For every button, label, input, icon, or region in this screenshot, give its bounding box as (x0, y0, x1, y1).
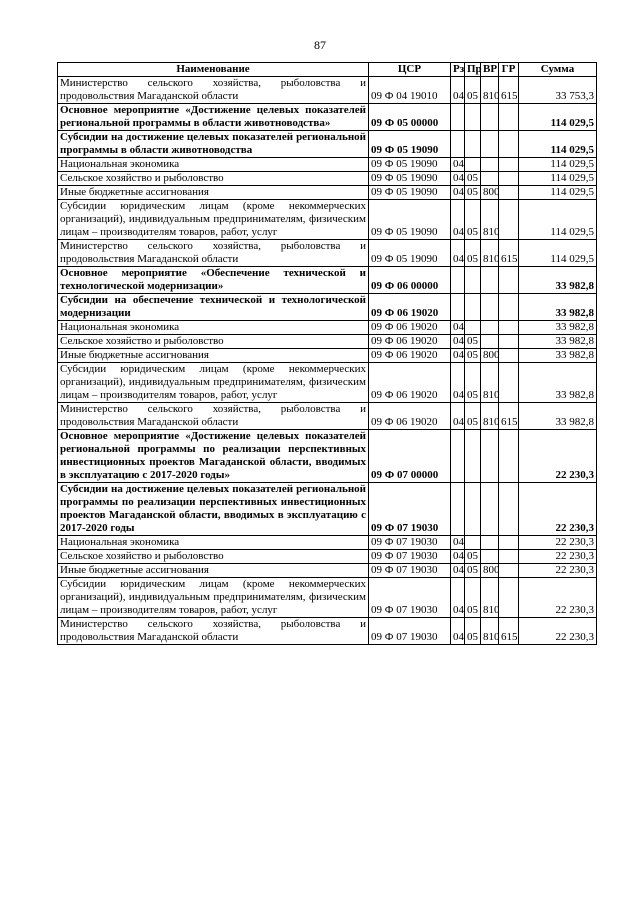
cell-gr (499, 131, 519, 158)
cell-sum: 114 029,5 (519, 186, 597, 200)
table-row (58, 483, 597, 536)
cell-gr (499, 335, 519, 349)
cell-vr: 810 (481, 618, 499, 645)
cell-vr: 810 (481, 578, 499, 618)
cell-rz: 04 (451, 550, 465, 564)
budget-table (57, 62, 597, 645)
cell-vr (481, 294, 499, 321)
cell-sum: 33 982,8 (519, 349, 597, 363)
cell-gr (499, 349, 519, 363)
header-gr: ГР (499, 63, 519, 77)
cell-csr: 09 Ф 07 19030 (369, 483, 451, 536)
cell-sum: 33 982,8 (519, 294, 597, 321)
cell-rz: 04 (451, 77, 465, 104)
cell-rz (451, 483, 465, 536)
cell-rz (451, 294, 465, 321)
cell-name: Иные бюджетные ассигнования (58, 186, 369, 200)
cell-pr: 05 (465, 349, 481, 363)
cell-rz: 04 (451, 564, 465, 578)
cell-gr: 615 (499, 618, 519, 645)
cell-name: Сельское хозяйство и рыболовство (58, 335, 369, 349)
cell-vr (481, 550, 499, 564)
cell-csr: 09 Ф 07 19030 (369, 618, 451, 645)
cell-sum: 114 029,5 (519, 240, 597, 267)
table-row (58, 172, 597, 186)
cell-vr: 810 (481, 403, 499, 430)
cell-rz: 04 (451, 186, 465, 200)
cell-gr (499, 267, 519, 294)
table-row (58, 77, 597, 104)
cell-pr (465, 536, 481, 550)
table-row (58, 186, 597, 200)
cell-csr: 09 Ф 06 00000 (369, 267, 451, 294)
table-row (58, 335, 597, 349)
cell-vr (481, 483, 499, 536)
cell-rz: 04 (451, 335, 465, 349)
cell-gr: 615 (499, 240, 519, 267)
table-row (58, 550, 597, 564)
cell-rz: 04 (451, 403, 465, 430)
cell-vr: 800 (481, 186, 499, 200)
cell-name: Субсидии юридическим лицам (кроме некоммерческих организаций), индивидуальным предпринимателям, физическим лицам – производителям товаров, работ, услуг (58, 578, 369, 618)
cell-sum: 22 230,3 (519, 430, 597, 483)
cell-vr (481, 536, 499, 550)
cell-rz (451, 267, 465, 294)
cell-rz: 04 (451, 200, 465, 240)
cell-name: Министерство сельского хозяйства, рыболовства и продовольствия Магаданской области (58, 240, 369, 267)
cell-gr (499, 430, 519, 483)
cell-sum: 114 029,5 (519, 104, 597, 131)
cell-pr: 05 (465, 200, 481, 240)
cell-rz: 04 (451, 578, 465, 618)
cell-name: Национальная экономика (58, 536, 369, 550)
cell-csr: 09 Ф 05 19090 (369, 172, 451, 186)
table-row (58, 240, 597, 267)
cell-gr (499, 200, 519, 240)
table-row (58, 578, 597, 618)
cell-rz: 04 (451, 363, 465, 403)
cell-gr (499, 172, 519, 186)
cell-sum: 22 230,3 (519, 483, 597, 536)
cell-sum: 22 230,3 (519, 564, 597, 578)
cell-name: Министерство сельского хозяйства, рыболовства и продовольствия Магаданской области (58, 77, 369, 104)
cell-gr (499, 186, 519, 200)
table-row (58, 349, 597, 363)
cell-sum: 33 982,8 (519, 321, 597, 335)
cell-gr (499, 578, 519, 618)
cell-vr: 810 (481, 363, 499, 403)
cell-vr (481, 131, 499, 158)
cell-pr: 05 (465, 618, 481, 645)
cell-name: Основное мероприятие «Достижение целевых показателей региональной программы в области животноводства» (58, 104, 369, 131)
cell-csr: 09 Ф 07 19030 (369, 536, 451, 550)
cell-gr (499, 536, 519, 550)
cell-name: Основное мероприятие «Достижение целевых показателей региональной программы по реализации перспективных инвестиционных проектов Магаданской области, вводимых в эксплуатацию с 2017-2020 годы» (58, 430, 369, 483)
cell-rz: 04 (451, 158, 465, 172)
cell-pr (465, 267, 481, 294)
cell-name: Субсидии на достижение целевых показателей региональной программы по реализации перспективных инвестиционных проектов Магаданской области, вводимых в эксплуатацию с 2017-2020 годы (58, 483, 369, 536)
cell-gr (499, 483, 519, 536)
cell-csr: 09 Ф 06 19020 (369, 403, 451, 430)
cell-csr: 09 Ф 06 19020 (369, 363, 451, 403)
table-row (58, 200, 597, 240)
cell-name: Иные бюджетные ассигнования (58, 349, 369, 363)
cell-name: Субсидии на достижение целевых показателей региональной программы в области животноводства (58, 131, 369, 158)
cell-sum: 33 982,8 (519, 403, 597, 430)
cell-gr (499, 363, 519, 403)
cell-vr: 800 (481, 564, 499, 578)
table-row (58, 267, 597, 294)
cell-rz: 04 (451, 172, 465, 186)
cell-rz (451, 131, 465, 158)
cell-gr (499, 550, 519, 564)
header-csr: ЦСР (369, 63, 451, 77)
cell-csr: 09 Ф 06 19020 (369, 321, 451, 335)
cell-pr: 05 (465, 403, 481, 430)
cell-name: Субсидии юридическим лицам (кроме некоммерческих организаций), индивидуальным предпринимателям, физическим лицам – производителям товаров, работ, услуг (58, 363, 369, 403)
cell-sum: 114 029,5 (519, 131, 597, 158)
cell-gr (499, 104, 519, 131)
cell-csr: 09 Ф 05 19090 (369, 186, 451, 200)
cell-pr (465, 483, 481, 536)
cell-csr: 09 Ф 04 19010 (369, 77, 451, 104)
cell-sum: 22 230,3 (519, 550, 597, 564)
cell-pr: 05 (465, 186, 481, 200)
cell-vr (481, 267, 499, 294)
cell-pr (465, 430, 481, 483)
cell-pr: 05 (465, 335, 481, 349)
cell-csr: 09 Ф 05 00000 (369, 104, 451, 131)
cell-pr: 05 (465, 363, 481, 403)
cell-pr (465, 294, 481, 321)
cell-csr: 09 Ф 05 19090 (369, 240, 451, 267)
table-body (58, 77, 597, 645)
cell-name: Министерство сельского хозяйства, рыболовства и продовольствия Магаданской области (58, 618, 369, 645)
cell-rz (451, 430, 465, 483)
cell-csr: 09 Ф 07 19030 (369, 564, 451, 578)
cell-csr: 09 Ф 06 19020 (369, 349, 451, 363)
cell-sum: 114 029,5 (519, 200, 597, 240)
cell-gr (499, 321, 519, 335)
cell-vr (481, 335, 499, 349)
cell-sum: 22 230,3 (519, 618, 597, 645)
cell-sum: 114 029,5 (519, 172, 597, 186)
cell-vr: 800 (481, 349, 499, 363)
cell-rz: 04 (451, 321, 465, 335)
cell-gr (499, 158, 519, 172)
table-row (58, 363, 597, 403)
cell-csr: 09 Ф 05 19090 (369, 200, 451, 240)
cell-pr (465, 104, 481, 131)
table-row (58, 618, 597, 645)
cell-pr: 05 (465, 240, 481, 267)
cell-pr: 05 (465, 77, 481, 104)
cell-sum: 114 029,5 (519, 158, 597, 172)
table-header-row (58, 63, 597, 77)
cell-name: Национальная экономика (58, 321, 369, 335)
cell-rz: 04 (451, 240, 465, 267)
cell-csr: 09 Ф 05 19090 (369, 131, 451, 158)
cell-rz: 04 (451, 349, 465, 363)
table-row (58, 321, 597, 335)
table-row (58, 294, 597, 321)
cell-name: Национальная экономика (58, 158, 369, 172)
cell-gr: 615 (499, 403, 519, 430)
cell-vr: 810 (481, 240, 499, 267)
cell-name: Сельское хозяйство и рыболовство (58, 550, 369, 564)
cell-vr (481, 104, 499, 131)
cell-pr: 05 (465, 578, 481, 618)
header-rz: Рз (451, 63, 465, 77)
cell-sum: 33 753,3 (519, 77, 597, 104)
cell-gr (499, 294, 519, 321)
cell-sum: 22 230,3 (519, 536, 597, 550)
cell-csr: 09 Ф 06 19020 (369, 335, 451, 349)
cell-pr: 05 (465, 172, 481, 186)
cell-csr: 09 Ф 07 19030 (369, 578, 451, 618)
header-vr: ВР (481, 63, 499, 77)
cell-vr (481, 430, 499, 483)
cell-csr: 09 Ф 06 19020 (369, 294, 451, 321)
cell-name: Иные бюджетные ассигнования (58, 564, 369, 578)
cell-csr: 09 Ф 05 19090 (369, 158, 451, 172)
cell-sum: 33 982,8 (519, 267, 597, 294)
cell-sum: 22 230,3 (519, 578, 597, 618)
cell-name: Субсидии юридическим лицам (кроме некоммерческих организаций), индивидуальным предпринимателям, физическим лицам – производителям товаров, работ, услуг (58, 200, 369, 240)
cell-rz: 04 (451, 618, 465, 645)
cell-sum: 33 982,8 (519, 363, 597, 403)
header-name: Наименование (58, 63, 369, 77)
cell-pr: 05 (465, 564, 481, 578)
table-row (58, 536, 597, 550)
cell-name: Министерство сельского хозяйства, рыболовства и продовольствия Магаданской области (58, 403, 369, 430)
cell-vr (481, 172, 499, 186)
cell-name: Сельское хозяйство и рыболовство (58, 172, 369, 186)
cell-gr: 615 (499, 77, 519, 104)
cell-sum: 33 982,8 (519, 335, 597, 349)
cell-name: Субсидии на обеспечение технической и технологической модернизации (58, 294, 369, 321)
header-pr: Пр (465, 63, 481, 77)
cell-vr (481, 321, 499, 335)
cell-csr: 09 Ф 07 00000 (369, 430, 451, 483)
cell-csr: 09 Ф 07 19030 (369, 550, 451, 564)
table-row (58, 104, 597, 131)
cell-vr (481, 158, 499, 172)
table-row (58, 158, 597, 172)
cell-vr: 810 (481, 200, 499, 240)
cell-vr: 810 (481, 77, 499, 104)
cell-name: Основное мероприятие «Обеспечение технической и технологической модернизации» (58, 267, 369, 294)
table-row (58, 131, 597, 158)
table-row (58, 403, 597, 430)
page-number: 87 (314, 38, 326, 52)
table-row (58, 564, 597, 578)
cell-pr (465, 321, 481, 335)
cell-gr (499, 564, 519, 578)
header-sum: Сумма (519, 63, 597, 77)
cell-rz: 04 (451, 536, 465, 550)
cell-pr (465, 131, 481, 158)
cell-pr: 05 (465, 550, 481, 564)
cell-rz (451, 104, 465, 131)
table-row (58, 430, 597, 483)
cell-pr (465, 158, 481, 172)
